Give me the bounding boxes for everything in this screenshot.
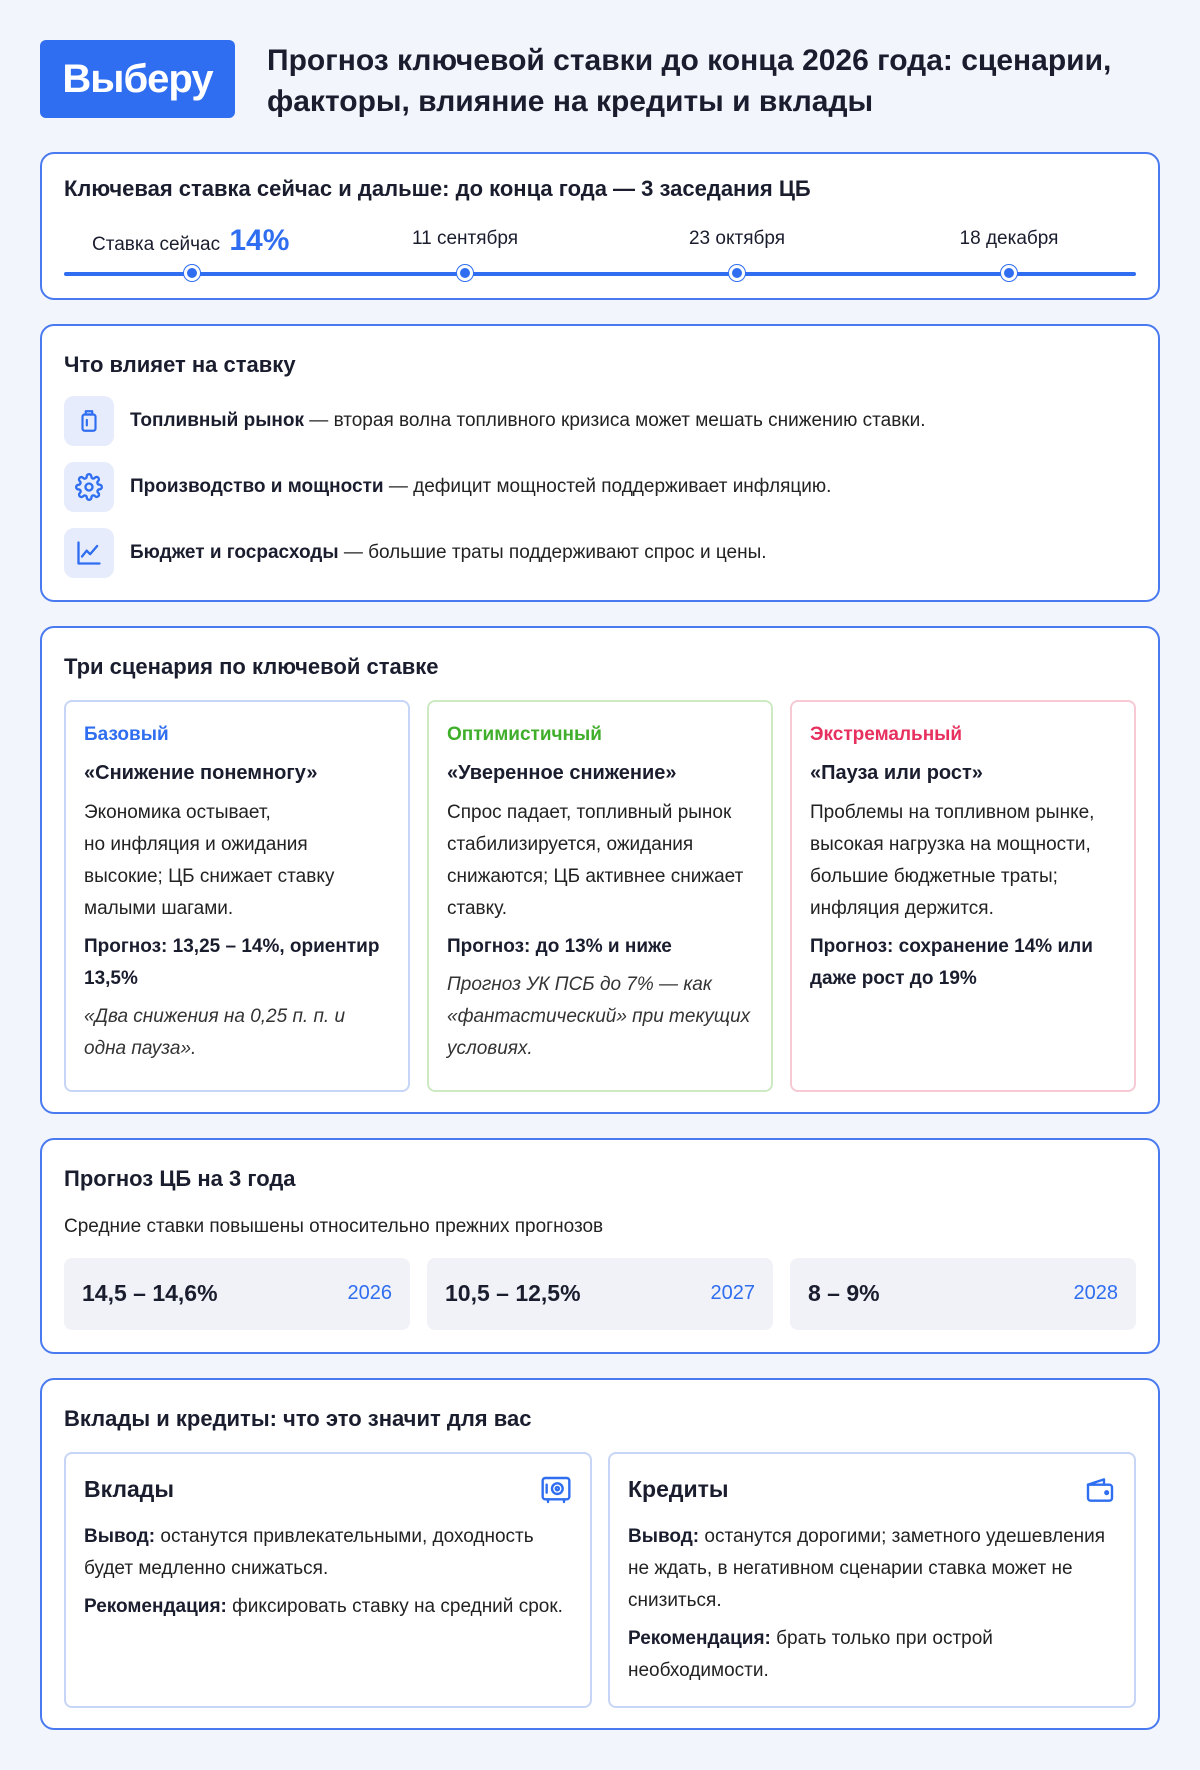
current-rate-label: Ставка сейчас [92, 234, 221, 255]
factor-item [64, 528, 767, 578]
scenario-extreme [790, 700, 1136, 1092]
rate-card-title: Ключевая ставка сейчас и дальше: до конца года — 3 заседания ЦБ [64, 176, 811, 201]
forecast-item [790, 1258, 1136, 1330]
scenarios-card [40, 626, 1160, 1114]
scenario-forecast: Прогноз: до 13% и ниже [447, 936, 672, 957]
credits-title: Кредиты [628, 1476, 729, 1502]
scenario-forecast: Прогноз: 13,25 – 14%, ориентир 13,5% [84, 936, 380, 989]
gear-icon [64, 462, 114, 512]
forecast-item [64, 1258, 410, 1330]
timeline-dot [457, 265, 473, 281]
scenario-name: «Уверенное снижение» [447, 762, 677, 784]
credits-recommendation: Рекомендация: брать только при острой необходимости. [628, 1628, 993, 1681]
fuel-can-icon [64, 396, 114, 446]
page-title: Прогноз ключевой ставки до конца 2026 года: сценарии, факторы, влияние на кредиты и вклады [267, 44, 1112, 118]
meeting-date: 11 сентября [411, 228, 519, 249]
timeline-dot [1001, 265, 1017, 281]
deposits-conclusion: Вывод: останутся привлекательными, доходность будет медленно снижаться. [84, 1526, 534, 1579]
scenario-tag: Оптимистичный [447, 724, 602, 745]
forecast-subtitle: Средние ставки повышены относительно прежних прогнозов [64, 1216, 604, 1237]
deposits-box [64, 1452, 592, 1708]
credits-conclusion: Вывод: останутся дорогими; заметного удешевления не ждать, в негативном сценарии ставка может не снизиться. [628, 1526, 1106, 1611]
scenario-name: «Пауза или рост» [810, 762, 983, 784]
scenario-tag: Экстремальный [810, 724, 963, 745]
factor-text: Топливный рынок — вторая волна топливного кризиса может мешать снижению ставки. [130, 410, 926, 431]
factor-item [64, 396, 926, 446]
scenario-name: «Снижение понемногу» [84, 762, 318, 784]
factor-item [64, 462, 831, 512]
current-rate [92, 224, 289, 258]
scenario-optimistic [427, 700, 773, 1092]
factor-text: Производство и мощности — дефицит мощностей поддерживает инфляцию. [130, 476, 832, 497]
factors-card [40, 324, 1160, 602]
forecast-item [427, 1258, 773, 1330]
forecast-year: 2027 [710, 1282, 755, 1304]
scenario-note: Прогноз УК ПСБ до 7% — как «фантастический» при текущих условиях. [447, 974, 751, 1059]
forecast-value: 14,5 – 14,6% [82, 1280, 218, 1306]
dc-title: Вклады и кредиты: что это значит для вас [64, 1406, 532, 1431]
timeline-line [64, 272, 1136, 276]
logo[interactable]: Выберу [40, 40, 235, 118]
wallet-icon [1084, 1474, 1116, 1506]
forecast-title: Прогноз ЦБ на 3 года [64, 1166, 296, 1191]
forecast-year: 2028 [1073, 1282, 1118, 1304]
safe-icon [540, 1474, 572, 1506]
chart-line-icon [64, 528, 114, 578]
timeline-dot [729, 265, 745, 281]
deposits-credits-card [40, 1378, 1160, 1730]
meeting-date: 18 декабря [959, 228, 1059, 249]
header [40, 40, 1160, 120]
factor-text: Бюджет и госрасходы — большие траты поддерживают спрос и цены. [130, 542, 767, 563]
credits-box [608, 1452, 1136, 1708]
scenario-base [64, 700, 410, 1092]
scenario-forecast: Прогноз: сохранение 14% или даже рост до 19% [810, 936, 1093, 989]
scenario-tag: Базовый [84, 724, 169, 745]
forecast-value: 8 – 9% [808, 1280, 880, 1306]
deposits-recommendation: Рекомендация: фиксировать ставку на средний срок. [84, 1596, 563, 1617]
forecast-year: 2026 [347, 1282, 392, 1304]
scenario-note: «Два снижения на 0,25 п. п. и одна пауза». [84, 1006, 346, 1059]
forecast-value: 10,5 – 12,5% [445, 1280, 581, 1306]
current-rate-value: 14% [229, 224, 290, 257]
meeting-date: 23 октября [688, 228, 786, 249]
factors-title: Что влияет на ставку [64, 352, 296, 377]
scenarios-title: Три сценария по ключевой ставке [64, 654, 439, 679]
rate-timeline-card [40, 152, 1160, 300]
scenario-description: Экономика остывает, но инфляция и ожидания высокие; ЦБ снижает ставку малыми шагами. [84, 802, 335, 919]
deposits-title: Вклады [84, 1476, 175, 1502]
timeline-dot [184, 265, 200, 281]
forecast-card [40, 1138, 1160, 1354]
scenario-description: Спрос падает, топливный рынок стабилизируется, ожидания снижаются; ЦБ активнее снижает ставку. [447, 802, 744, 919]
scenario-description: Проблемы на топливном рынке, высокая нагрузка на мощности, большие бюджетные траты; инфляция держится. [810, 802, 1095, 919]
